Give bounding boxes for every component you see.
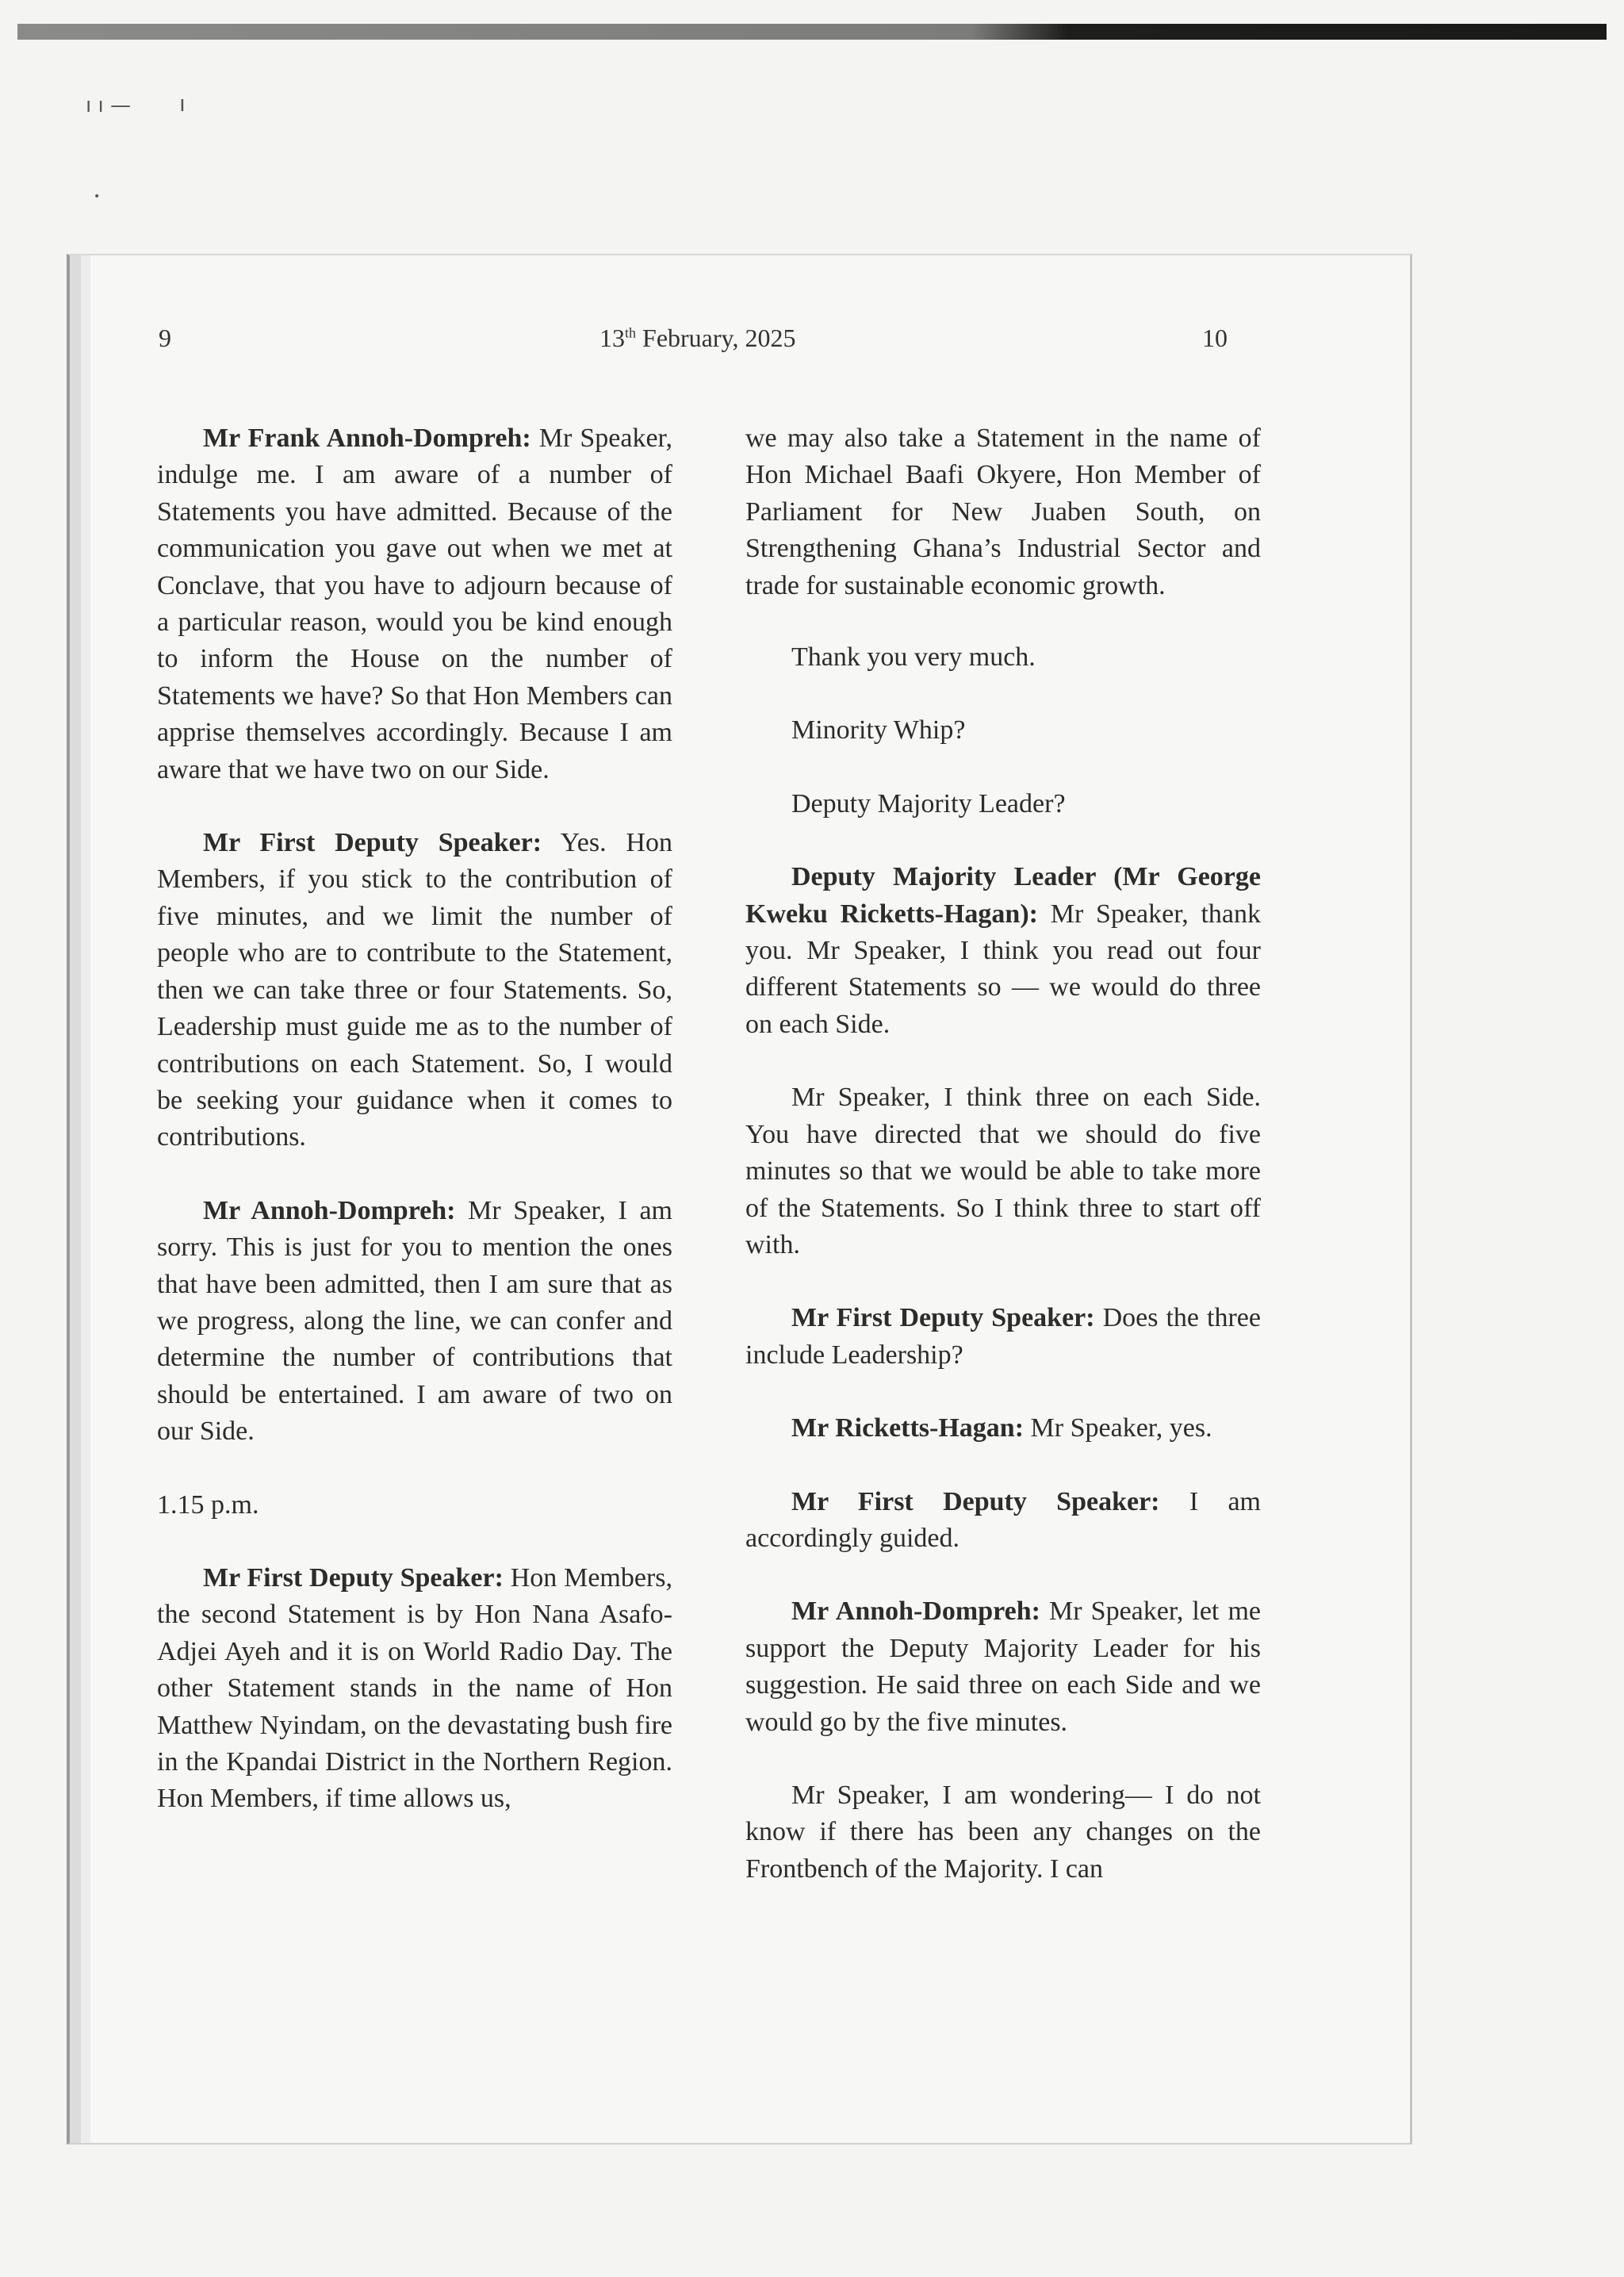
paragraph <box>745 639 1261 676</box>
paragraph <box>745 1300 1261 1374</box>
speech-text: Thank you very much. <box>791 642 1036 673</box>
speech-text: Yes. Hon Members, if you stick to the contribution of five minutes, and we limit the number of people who are to contribute to the Statement, then we can take three or four Statements. So, Leadership must guide me as to the number of contributions on each Statement. So, I would be seeking your guidance when it comes to contributions. <box>157 828 672 1152</box>
left-page-number: 9 <box>159 324 171 352</box>
scan-top-edge <box>17 24 1607 40</box>
paragraph <box>745 420 1261 604</box>
scan-speck: ı <box>179 90 186 117</box>
speech-text: Mr Speaker, I think three on each Side. You have directed that we should do five minutes so that we would be able to take more of the Statements. So I think three to start off with. <box>745 1083 1261 1259</box>
date-suffix: th <box>625 324 637 341</box>
speaker-name: Mr Ricketts-Hagan: <box>791 1413 1025 1443</box>
speech-text: Deputy Majority Leader? <box>791 788 1066 818</box>
speaker-name: Mr Frank Annoh-Dompreh: <box>203 424 531 453</box>
speech-text: Mr Speaker, let me support the Deputy Majority Leader for his suggestion. He said three on each Side and we would go by the five minutes. <box>745 1597 1261 1737</box>
paragraph <box>157 420 672 788</box>
speech-text: we may also take a Statement in the name of Hon Michael Baafi Okyere, Hon Member of Parliament for New Juaben South, on Strengthening Ghana’s Industrial Sector and trade for sustainable economic growth. <box>745 424 1261 600</box>
speaker-name: Mr First Deputy Speaker: <box>203 828 542 858</box>
paragraph <box>745 1777 1261 1888</box>
page-date <box>599 324 795 353</box>
paragraph <box>157 1193 672 1451</box>
scan-speck: • <box>94 190 101 203</box>
scan-speck: ı ı — <box>86 94 131 117</box>
speech-text: Hon Members, the second Statement is by Hon Nana Asafo-Adjei Ayeh and it is on World Radio Day. The other Statement stands in the name of Hon Matthew Nyindam, on the devastating bush fire in the Kpandai District in the Northern Region. Hon Members, if time allows us, <box>157 1562 672 1814</box>
speech-text: Mr Speaker, yes. <box>1024 1413 1212 1443</box>
paragraph <box>745 712 1261 749</box>
left-column <box>157 420 672 1818</box>
date-day: 13 <box>599 324 625 352</box>
speaker-name: Mr Annoh-Dompreh: <box>791 1597 1040 1627</box>
speaker-name: Mr First Deputy Speaker: <box>791 1303 1095 1333</box>
speaker-name: Mr First Deputy Speaker: <box>791 1486 1160 1516</box>
paragraph <box>157 1560 672 1818</box>
paragraph <box>745 1593 1261 1741</box>
speaker-name: Mr First Deputy Speaker: <box>203 1562 504 1593</box>
paragraph <box>745 1410 1261 1447</box>
speaker-name: Deputy Majority Leader (Mr George Kweku Ricketts-Hagan): <box>745 862 1261 929</box>
paragraph <box>157 825 672 1156</box>
speech-text: 1.15 p.m. <box>157 1489 259 1520</box>
speech-text: Mr Speaker, thank you. Mr Speaker, I think you read out four different Statements so — we would do three on each Side. <box>745 899 1261 1039</box>
right-column <box>745 420 1261 1888</box>
paragraph <box>745 859 1261 1043</box>
speech-text: Mr Speaker, I am sorry. This is just for you to mention the ones that have been admitted, then I am sure that as we progress, along the line, we can confer and determine the number of contributions that should be entertained. I am aware of two on our Side. <box>157 1195 672 1447</box>
speech-text: Does the three include Leadership? <box>745 1303 1261 1370</box>
paragraph <box>745 1484 1261 1558</box>
paragraph <box>745 786 1261 822</box>
speech-text: Mr Speaker, I am wondering— I do not know if there has been any changes on the Frontbench of the Majority. I can <box>745 1780 1261 1884</box>
paragraph <box>745 1079 1261 1263</box>
time-stamp <box>157 1487 672 1524</box>
speech-text: I am accordingly guided. <box>745 1486 1261 1553</box>
speech-text: Mr Speaker, indulge me. I am aware of a number of Statements you have admitted. Because of the communication you gave out when we met at Conclave, that you have to adjourn because of a particular reason, would you be kind enough to inform the House on the number of Statements we have? So that Hon Members can apprise themselves accordingly. Because I am aware that we have two on our Side. <box>157 424 673 784</box>
speaker-name: Mr Annoh-Dompreh: <box>203 1195 456 1225</box>
speech-text: Minority Whip? <box>791 715 966 746</box>
right-page-number: 10 <box>1202 324 1228 352</box>
date-rest: February, 2025 <box>642 324 796 352</box>
